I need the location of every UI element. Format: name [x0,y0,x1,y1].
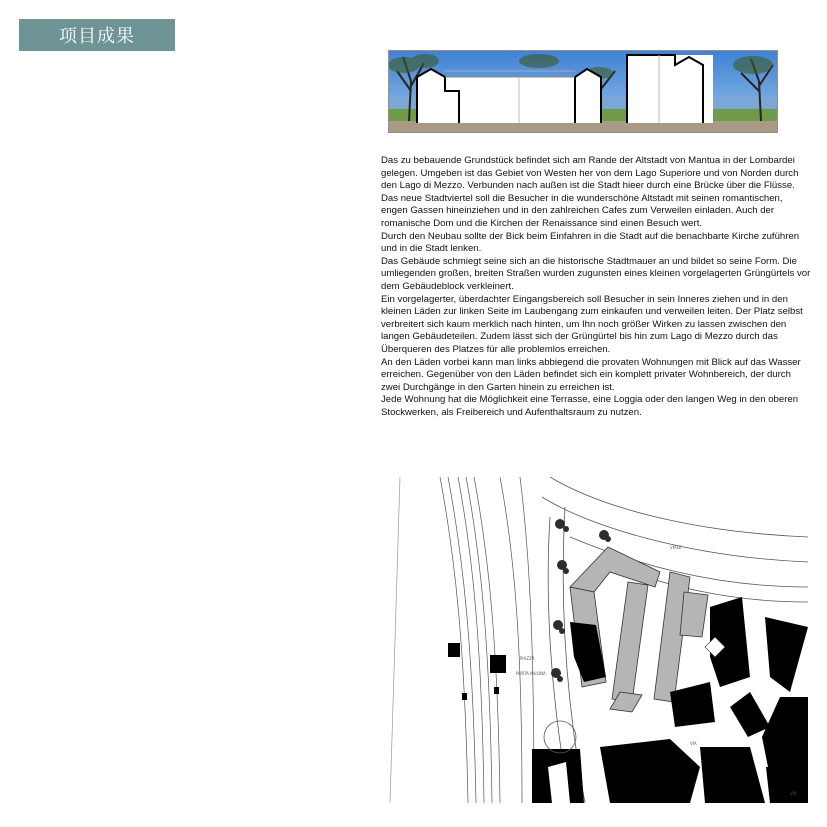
description-paragraph: Jede Wohnung hat die Möglichkeit eine Terrasse, eine Loggia oder den langen Weg in den oberen Stockwerken, als Freibereich und Aufenthaltsraum zu nutzen. [381,394,799,418]
elevation-building-right [627,55,713,123]
street-label-right: VIA [790,791,797,796]
section-title: 项目成果 [59,26,135,47]
elevation-building-left [417,69,601,123]
description-paragraph: Das Gebäude schmiegt seine sich an die historische Stadtmauer an und bildet so seine Form. Die umliegenden großen, breiten Straßen wurden zugunsten eines kleinen vorgelagerten Grüngürtels vor dem Gebäudeblock verkleinert. [381,255,811,292]
description-paragraph: An den Läden vorbei kann man links abbiegend die provaten Wohnungen mit Blick auf das Wasser erreichen. Gegenüber von den Läden befindet sich ein komplett privater Wohnbereich, der durch zwei Durchgänge in den Garten hinein zu erreichen ist. [381,356,801,393]
street-label-top: VIALE [670,545,682,550]
piazza-label: PIAZZA [520,656,535,661]
project-description [381,155,811,419]
description-paragraph: Das zu bebauende Grundstück befindet sich am Rande der Altstadt von Mantua in der Lombardei gelegen. Umgeben ist das Gebiet von Westen her von dem Lago Superiore und von Norden durch den Lago di Mezzo. Verbunden nach außen ist die Stadt hieer durch eine Brücke über die Flüsse. [381,155,799,192]
porta-label: PORTA MULINA [516,671,546,676]
building-elevation-image [388,50,778,133]
site-plan-image [370,477,808,803]
building-elevation-drawing [389,51,778,133]
site-plan-map [370,477,808,803]
description-paragraph: Ein vorgelagerter, überdachter Eingangsbereich soll Besucher in sein Inneres ziehen und in den kleinen Läden zur linken Seite im Laubengang zum einkaufen und verweilen leiten. Der Platz selbst verbreitert sich kaum merklich nach hinten, um Ihn noch größer Wirken zu lassen zwischen den langen Gebäudeteilen. Zudem lässt sich der Grüngürtel bis hin zum Lago di Mezzo durch das Überqueren des Platzes für alle problemlos erreichen. [381,293,803,355]
description-paragraph: Das neue Stadtviertel soll die Besucher in die wunderschöne Altstadt mit seinen romantischen, engen Gassen hineinziehen und in den zahlreichen Cafes zum Verweilen einladen. Auch der romanische Dom und die Kirchen der Renaissance sind einen Besuch wert. [381,192,783,229]
section-title-badge [19,19,175,51]
description-paragraph: Durch den Neubau sollte der Bick beim Einfahren in die Stadt auf die benachbarte Kirche zuführen und in die Stadt lenken. [381,230,800,255]
street-label-bottom: VIA [690,741,697,746]
